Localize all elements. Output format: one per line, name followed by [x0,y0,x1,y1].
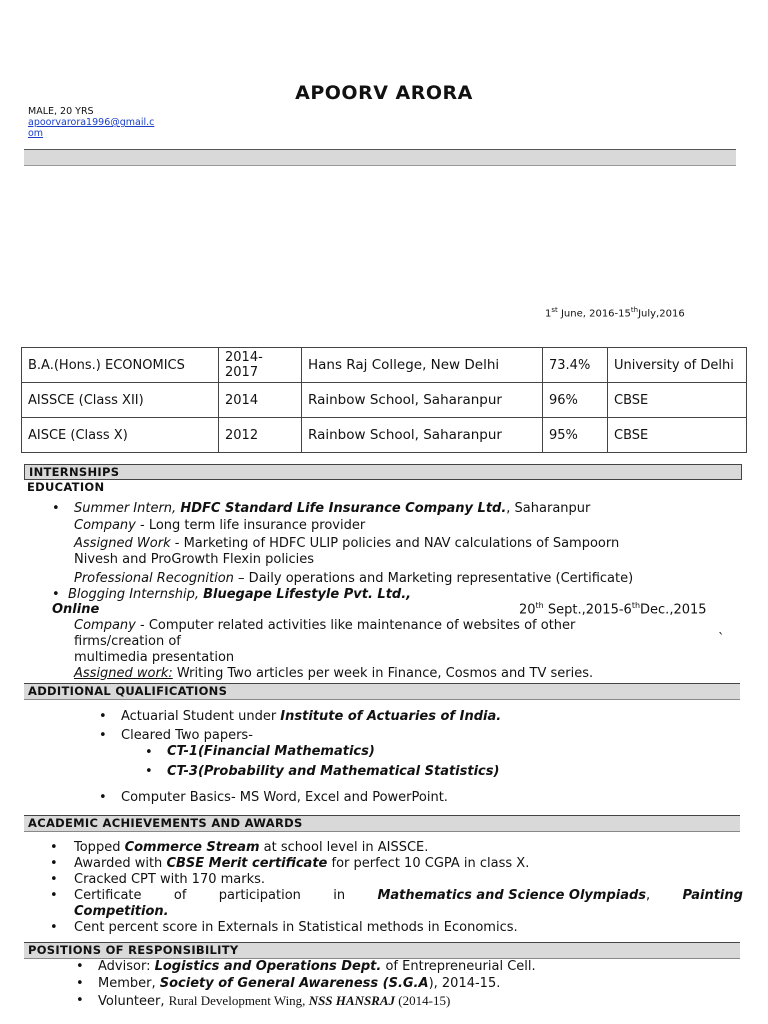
table-row [22,383,747,418]
score-cell: 95% [543,418,608,453]
bullet: • [99,728,107,743]
internship-2-company-cont2: multimedia presentation [74,650,235,665]
internship-2-work: Assigned work: Writing Two articles per week in Finance, Cosmos and TV series. [74,666,594,681]
section-header-academic: ACADEMIC ACHIEVEMENTS AND AWARDS [24,815,740,832]
institution-cell: Rainbow School, Saharanpur [302,418,543,453]
internship-2-online: Online [52,602,100,617]
internship-2-company-cont: firms/creation of [74,634,181,649]
qualification-papers: Cleared Two papers- [121,728,253,743]
degree-cell: AISCE (Class X) [22,418,219,453]
bullet: • [76,993,84,1008]
internship-2-title: Blogging Internship, Bluegape Lifestyle Pvt. Ltd., [68,587,412,602]
institution-cell: Hans Raj College, New Delhi [302,348,543,383]
board-cell: CBSE [608,383,747,418]
achievement-commerce: Topped Commerce Stream at school level in AISSCE. [74,840,429,855]
bullet: • [52,501,60,516]
stray-mark: ` [718,632,725,647]
section-header-additional: ADDITIONAL QUALIFICATIONS [24,683,740,700]
achievement-olympiad: Certificate of participation in Mathematics and Science Olympiads, Painting [74,888,743,903]
position-advisor: Advisor: Logistics and Operations Dept. of Entrepreneurial Cell. [98,959,536,974]
candidate-name: APOORV ARORA [295,82,473,104]
internship-2-dates: 20th Sept.,2015-6thDec.,2015 [519,601,707,618]
degree-cell: AISSCE (Class XII) [22,383,219,418]
achievement-statistics: Cent percent score in Externals in Statistical methods in Economics. [74,920,518,935]
internship-1-work: Assigned Work - Marketing of HDFC ULIP policies and NAV calculations of Sampoorn [74,536,620,551]
section-header-internships: INTERNSHIPS [24,464,742,480]
table-row [22,418,747,453]
email-link-line1[interactable]: apoorvarora1996@gmail.c [28,117,155,128]
internship-1-work-cont: Nivesh and ProGrowth Flexin policies [74,552,315,567]
year-cell: 2012 [219,418,302,453]
institution-cell: Rainbow School, Saharanpur [302,383,543,418]
section-header-positions: POSITIONS OF RESPONSIBILITY [24,942,740,959]
bullet: • [52,587,60,602]
position-volunteer: Volunteer, Rural Development Wing, NSS HANSRAJ (2014-15) [98,993,451,1009]
bullet: • [99,790,107,805]
internship-2-company: Company - Computer related activities like maintenance of websites of other [74,618,576,633]
bullet: • [99,709,107,724]
degree-cell: B.A.(Hons.) ECONOMICS [22,348,219,383]
year-cell: 2014-2017 [219,348,302,383]
section-header-education: EDUCATION [27,480,105,494]
candidate-meta: MALE, 20 YRS [28,106,94,117]
internship-1-recognition: Professional Recognition – Daily operations and Marketing representative (Certificate) [74,571,634,586]
position-member: Member, Society of General Awareness (S.G.A), 2014-15. [98,976,501,991]
qualification-ct3: CT-3(Probability and Mathematical Statistics) [167,764,500,779]
table-row [22,348,747,383]
internship-1-company: Company - Long term life insurance provider [74,518,366,533]
bullet: • [145,764,153,779]
internship-1-title: Summer Intern, HDFC Standard Life Insurance Company Ltd., Saharanpur [74,501,591,516]
achievement-cpt: Cracked CPT with 170 marks. [74,872,266,887]
bullet: • [76,976,84,991]
bullet: • [50,856,58,871]
board-cell: CBSE [608,418,747,453]
score-cell: 73.4% [543,348,608,383]
qualification-ct1: CT-1(Financial Mathematics) [167,744,375,759]
bullet: • [76,959,84,974]
score-cell: 96% [543,383,608,418]
board-cell: University of Delhi [608,348,747,383]
bullet: • [50,872,58,887]
achievement-olympiad-cont: Competition. [74,904,169,919]
qualification-actuarial: Actuarial Student under Institute of Actuaries of India. [121,709,502,724]
email-link-line2[interactable]: om [28,128,44,139]
education-table [21,347,747,453]
bullet: • [50,920,58,935]
date-range: 1st June, 2016-15thJuly,2016 [545,306,685,320]
bullet: • [50,888,58,903]
bullet: • [50,840,58,855]
header-divider-bar [24,149,736,166]
achievement-cbse: Awarded with CBSE Merit certificate for perfect 10 CGPA in class X. [74,856,530,871]
bullet: • [145,745,153,760]
qualification-computer: Computer Basics- MS Word, Excel and PowerPoint. [121,790,448,805]
year-cell: 2014 [219,383,302,418]
